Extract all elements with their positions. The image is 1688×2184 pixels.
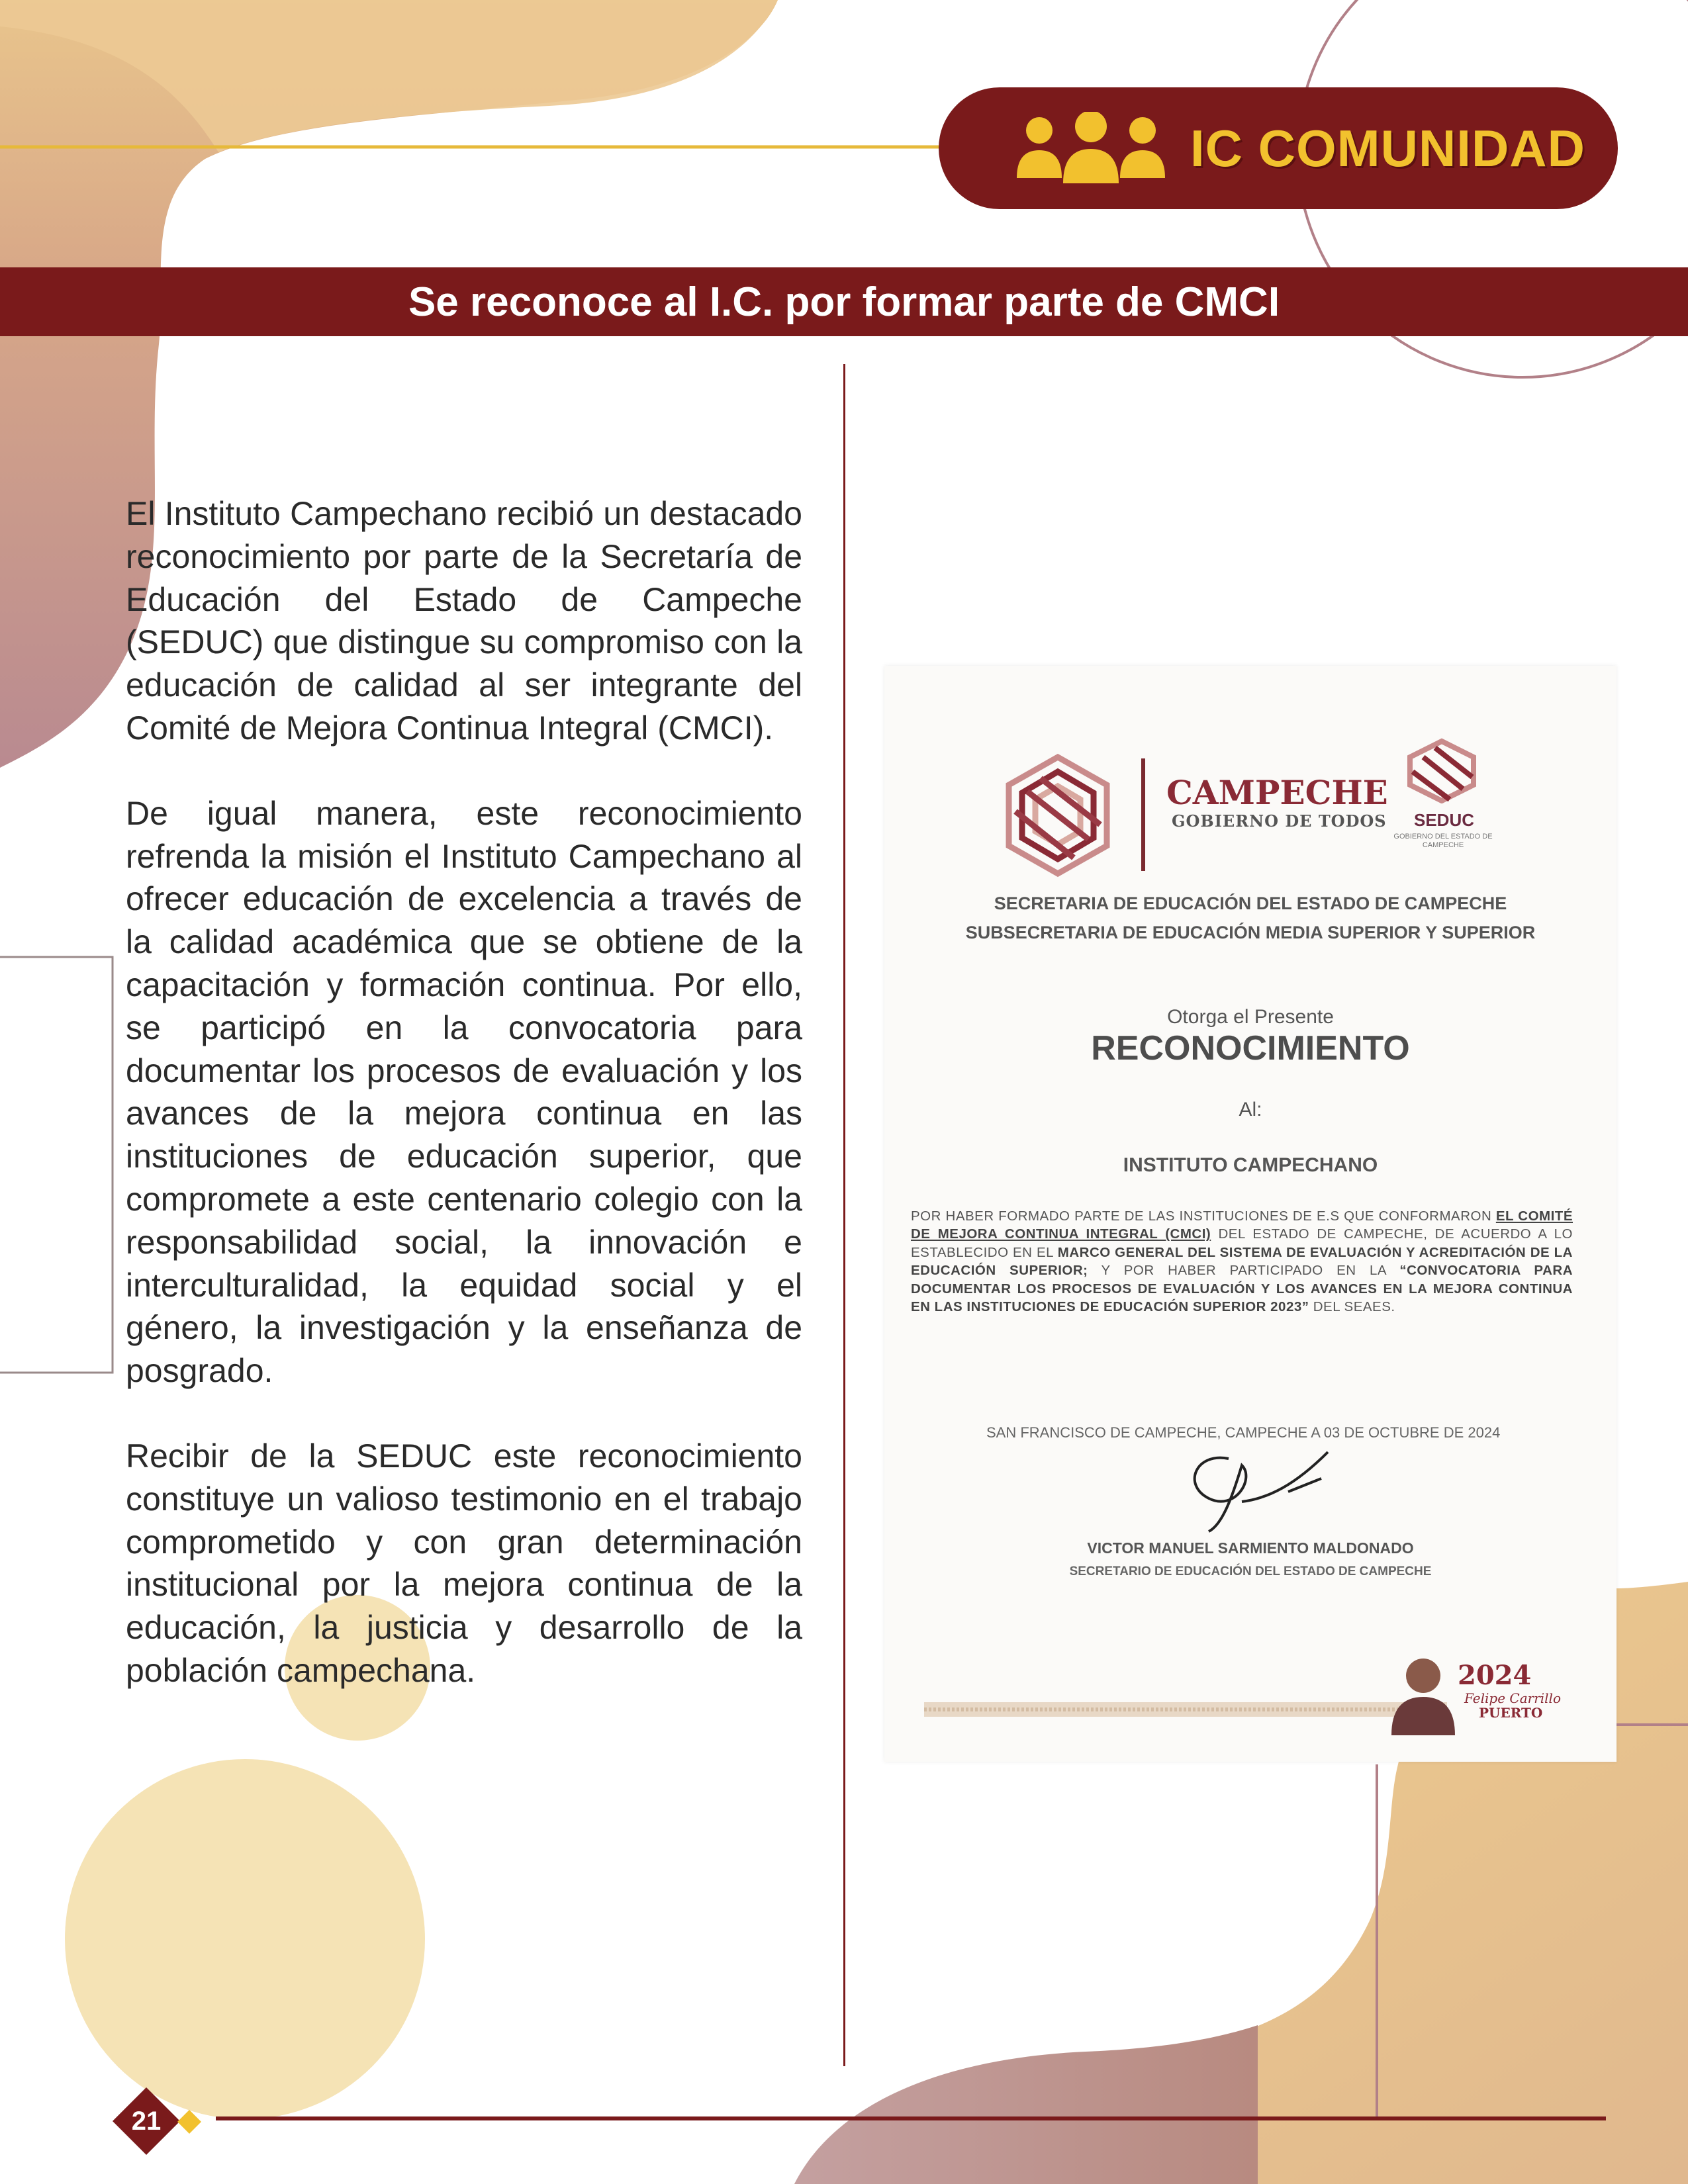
certificate-place-date: SAN FRANCISCO DE CAMPECHE, CAMPECHE A 03 DE OCTUBRE DE 2024 xyxy=(986,1424,1501,1441)
footer-text-2: PUERTO xyxy=(1479,1705,1543,1721)
seduc-logo-icon xyxy=(1403,737,1480,803)
certificate-image xyxy=(884,666,1617,1762)
people-group-icon xyxy=(1011,112,1170,185)
signer-role: SECRETARIO DE EDUCACIÓN DEL ESTADO DE CAMPECHE xyxy=(1069,1565,1432,1578)
certificate-recipient: INSTITUTO CAMPECHANO xyxy=(1123,1154,1378,1176)
logo-subtext: GOBIERNO DE TODOS xyxy=(1172,811,1387,831)
decorative-strip xyxy=(924,1702,1447,1717)
portrait-icon xyxy=(1385,1648,1462,1735)
title-bar xyxy=(0,267,1688,336)
para-part: DEL ESTADO DE CAMPECHE, DE ACUERDO A LO ESTABLECIDO EN EL xyxy=(911,1226,1573,1260)
page-title: Se reconoce al I.C. por formar parte de CMCI xyxy=(408,279,1280,325)
article-body xyxy=(126,492,802,1735)
certificate-to: Al: xyxy=(1239,1099,1262,1120)
section-badge xyxy=(939,87,1618,209)
certificate-heading: RECONOCIMIENTO xyxy=(1091,1029,1410,1068)
para-part: Y POR HABER PARTICIPADO EN LA xyxy=(1088,1263,1400,1279)
para-part-underlined: EL COMITÉ DE MEJORA CONTINUA INTEGRAL (CMCI) xyxy=(911,1208,1573,1242)
para-part: POR HABER FORMADO PARTE DE LAS INSTITUCIONES DE E.S QUE CONFORMARON xyxy=(911,1208,1496,1224)
seduc-label: SEDUC xyxy=(1414,810,1475,830)
signature-icon xyxy=(1169,1439,1341,1538)
footer-text-1: Felipe Carrillo xyxy=(1464,1690,1561,1706)
certificate-grants: Otorga el Presente xyxy=(1167,1006,1334,1028)
logo-divider xyxy=(1141,758,1145,871)
paragraph-1: El Instituto Campechano recibió un destacado reconocimiento por parte de la Secretaría de Educación del Estado de Campeche (SEDUC) que distingue su compromiso con la educación de calidad al ser integrante del Comité de Mejora Continua Integral (CMCI). xyxy=(126,495,802,747)
certificate-paragraph xyxy=(911,1207,1573,1316)
paragraph-2: De igual manera, este reconocimiento refrenda la misión el Instituto Campechano al ofrecer educación de excelencia a través de la calidad académica que se obtiene de la capacitación y formación continua. Por ello, se participó en la convocatoria para documentar los procesos de evaluación y los avances de la mejora continua en las instituciones de educación superior, que compromete a este centenario colegio con la responsabilidad social, la innovación e interculturalidad, la equidad social y el género, la investigación y la enseñanza de posgrado. xyxy=(126,794,802,1390)
gold-diamond-icon xyxy=(176,2109,203,2135)
certificate-header-2: SUBSECRETARIA DE EDUCACIÓN MEDIA SUPERIOR Y SUPERIOR xyxy=(965,923,1536,942)
campeche-logo-icon xyxy=(1001,752,1115,879)
para-part-bold: MARCO GENERAL DEL SISTEMA DE EVALUACIÓN Y ACREDITACIÓN DE LA EDUCACIÓN SUPERIOR; xyxy=(911,1244,1573,1279)
paragraph-3: Recibir de la SEDUC este reconocimiento constituye un valioso testimonio en el trabajo comprometido y con gran determinación institucional por la mejora continua de la educación, la justicia y desarrollo de la población campechana. xyxy=(126,1437,802,1689)
signer-name: VICTOR MANUEL SARMIENTO MALDONADO xyxy=(1087,1539,1414,1557)
para-part-bold: “CONVOCATORIA PARA DOCUMENTAR LOS PROCESOS DE EVALUACIÓN Y LOS AVANCES EN LA MEJORA CONTINUA EN LAS INSTITUCIONES DE EDUCACIÓN SUPERIOR 2023” xyxy=(911,1263,1573,1315)
logo-text: CAMPECHE xyxy=(1166,773,1388,812)
para-part: DEL SEAES. xyxy=(1309,1299,1395,1315)
page-number: 21 xyxy=(131,2106,162,2136)
certificate-header-1: SECRETARIA DE EDUCACIÓN DEL ESTADO DE CAMPECHE xyxy=(994,893,1507,913)
footer-year: 2024 xyxy=(1458,1660,1532,1691)
footer-line xyxy=(216,2116,1606,2120)
seduc-sublabel: GOBIERNO DEL ESTADO DE CAMPECHE xyxy=(1393,833,1493,849)
column-divider xyxy=(843,364,845,2066)
section-label: IC COMUNIDAD xyxy=(1190,118,1585,177)
